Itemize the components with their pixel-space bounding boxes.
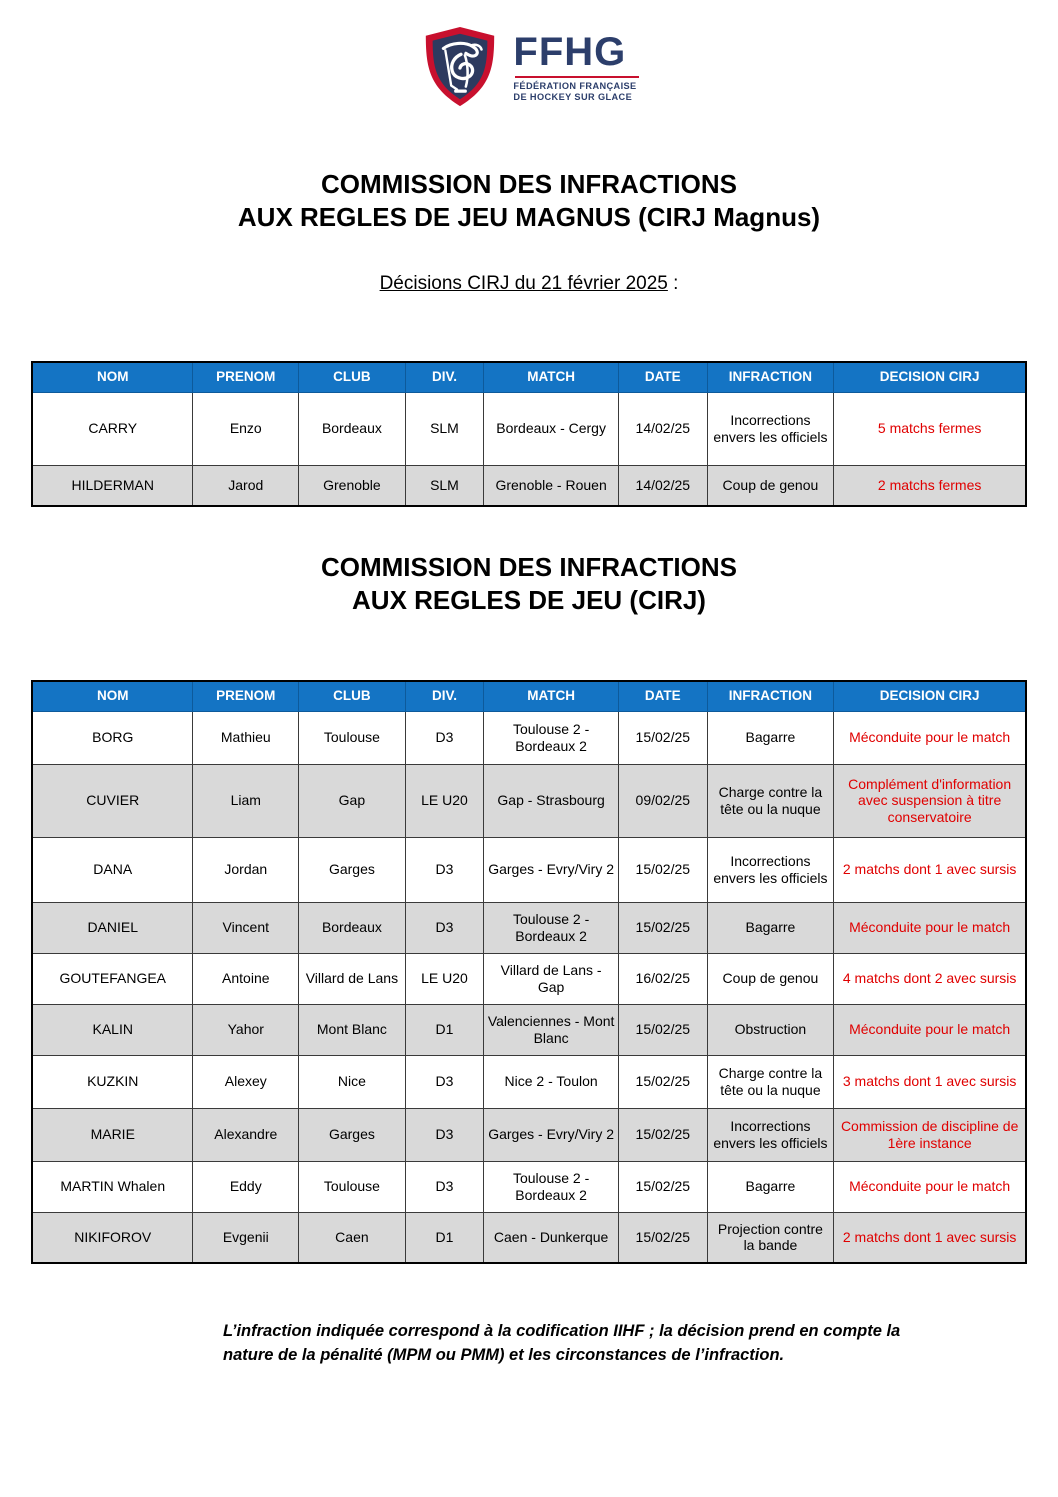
- cell-infraction: Bagarre: [707, 902, 834, 953]
- column-header-match: MATCH: [484, 362, 619, 393]
- cell-decision: 2 matchs fermes: [834, 465, 1026, 506]
- column-header-div: DIV.: [405, 681, 483, 712]
- cell-date: 15/02/25: [619, 1004, 708, 1055]
- cell-date: 14/02/25: [619, 465, 708, 506]
- cell-infraction: Projection contre la bande: [707, 1212, 834, 1263]
- cell-nom: DANA: [32, 837, 193, 902]
- column-header-club: CLUB: [299, 362, 406, 393]
- column-header-prenom: PRENOM: [193, 681, 299, 712]
- logo-subtitle-line1: FÉDÉRATION FRANÇAISE: [513, 80, 637, 91]
- cell-date: 09/02/25: [619, 764, 708, 837]
- cell-match: Caen - Dunkerque: [484, 1212, 619, 1263]
- column-header-infraction: INFRACTION: [707, 362, 834, 393]
- cell-match: Garges - Evry/Viry 2: [484, 1108, 619, 1161]
- column-header-infraction: INFRACTION: [707, 681, 834, 712]
- column-header-decision: DECISION CIRJ: [834, 681, 1026, 712]
- table-row: [32, 1055, 1026, 1108]
- section1-table-wrapper: [0, 361, 1058, 508]
- document-header: [0, 0, 1058, 120]
- cell-infraction: Coup de genou: [707, 465, 834, 506]
- cell-decision: Complément d'information avec suspension à titre conservatoire: [834, 764, 1026, 837]
- section2-table-wrapper: [0, 680, 1058, 1265]
- column-header-nom: NOM: [32, 681, 193, 712]
- cell-club: Nice: [299, 1055, 406, 1108]
- cell-nom: KUZKIN: [32, 1055, 193, 1108]
- cell-prenom: Jordan: [193, 837, 299, 902]
- cell-prenom: Alexey: [193, 1055, 299, 1108]
- cell-club: Grenoble: [299, 465, 406, 506]
- cell-match: Gap - Strasbourg: [484, 764, 619, 837]
- footnote-line1: L’infraction indiquée correspond à la codification IIHF ; la décision prend en compte la: [223, 1322, 901, 1341]
- cell-nom: HILDERMAN: [32, 465, 193, 506]
- section1-title-line2: AUX REGLES DE JEU MAGNUS (CIRJ Magnus): [237, 202, 821, 233]
- cell-prenom: Mathieu: [193, 711, 299, 764]
- cell-decision: 4 matchs dont 2 avec sursis: [834, 953, 1026, 1004]
- cell-decision: 2 matchs dont 1 avec sursis: [834, 1212, 1026, 1263]
- cell-match: Toulouse 2 - Bordeaux 2: [484, 902, 619, 953]
- cell-nom: GOUTEFANGEA: [32, 953, 193, 1004]
- cell-nom: CUVIER: [32, 764, 193, 837]
- cell-div: SLM: [405, 392, 483, 465]
- magnus-infractions-table: [31, 361, 1027, 508]
- column-header-match: MATCH: [484, 681, 619, 712]
- section1-subtitle: [0, 273, 1058, 295]
- cell-club: Bordeaux: [299, 392, 406, 465]
- cell-nom: MARTIN Whalen: [32, 1161, 193, 1212]
- cell-div: LE U20: [405, 953, 483, 1004]
- cell-date: 15/02/25: [619, 1108, 708, 1161]
- footnote: [119, 1320, 939, 1368]
- cell-club: Garges: [299, 1108, 406, 1161]
- table-header-row: [32, 362, 1026, 393]
- cell-match: Bordeaux - Cergy: [484, 392, 619, 465]
- cell-match: Toulouse 2 - Bordeaux 2: [484, 711, 619, 764]
- cell-club: Gap: [299, 764, 406, 837]
- cell-prenom: Eddy: [193, 1161, 299, 1212]
- cell-decision: 2 matchs dont 1 avec sursis: [834, 837, 1026, 902]
- cell-div: D3: [405, 711, 483, 764]
- cell-infraction: Coup de genou: [707, 953, 834, 1004]
- logo-subtitle-line2: DE HOCKEY SUR GLACE: [513, 91, 633, 102]
- cell-date: 15/02/25: [619, 902, 708, 953]
- cell-decision: 3 matchs dont 1 avec sursis: [834, 1055, 1026, 1108]
- cell-date: 14/02/25: [619, 392, 708, 465]
- section1-subtitle-colon: :: [667, 272, 679, 294]
- cell-infraction: Obstruction: [707, 1004, 834, 1055]
- section1-title: [0, 168, 1058, 235]
- column-header-nom: NOM: [32, 362, 193, 393]
- cell-div: LE U20: [405, 764, 483, 837]
- column-header-club: CLUB: [299, 681, 406, 712]
- ffhg-logo: [421, 25, 636, 109]
- cell-infraction: Incorrections envers les officiels: [707, 1108, 834, 1161]
- cell-prenom: Alexandre: [193, 1108, 299, 1161]
- cell-div: D3: [405, 1108, 483, 1161]
- cell-date: 15/02/25: [619, 1055, 708, 1108]
- cell-div: D1: [405, 1004, 483, 1055]
- cell-infraction: Charge contre la tête ou la nuque: [707, 1055, 834, 1108]
- cell-date: 15/02/25: [619, 711, 708, 764]
- cell-club: Mont Blanc: [299, 1004, 406, 1055]
- table-row: [32, 1108, 1026, 1161]
- cell-club: Bordeaux: [299, 902, 406, 953]
- table-header-row: [32, 681, 1026, 712]
- cell-club: Toulouse: [299, 711, 406, 764]
- cell-prenom: Jarod: [193, 465, 299, 506]
- cell-date: 15/02/25: [619, 1161, 708, 1212]
- table-row: [32, 1212, 1026, 1263]
- cell-decision: Méconduite pour le match: [834, 902, 1026, 953]
- table-row: [32, 953, 1026, 1004]
- cell-club: Toulouse: [299, 1161, 406, 1212]
- cell-club: Caen: [299, 1212, 406, 1263]
- cell-match: Toulouse 2 - Bordeaux 2: [484, 1161, 619, 1212]
- table-row: [32, 1004, 1026, 1055]
- cell-date: 15/02/25: [619, 1212, 708, 1263]
- cell-infraction: Incorrections envers les officiels: [707, 392, 834, 465]
- cell-nom: CARRY: [32, 392, 193, 465]
- cirj-infractions-table: [31, 680, 1027, 1265]
- cell-date: 16/02/25: [619, 953, 708, 1004]
- table-row: [32, 1161, 1026, 1212]
- cell-infraction: Charge contre la tête ou la nuque: [707, 764, 834, 837]
- cell-club: Villard de Lans: [299, 953, 406, 1004]
- table-row: [32, 764, 1026, 837]
- cell-infraction: Incorrections envers les officiels: [707, 837, 834, 902]
- footnote-line2: nature de la pénalité (MPM ou PMM) et les circonstances de l’infraction.: [223, 1345, 785, 1364]
- table-row: [32, 837, 1026, 902]
- cell-decision: Méconduite pour le match: [834, 1161, 1026, 1212]
- cell-prenom: Antoine: [193, 953, 299, 1004]
- table-row: [32, 711, 1026, 764]
- cell-infraction: Bagarre: [707, 1161, 834, 1212]
- logo-divider: [515, 76, 638, 78]
- column-header-date: DATE: [619, 362, 708, 393]
- section2-title-line1: COMMISSION DES INFRACTIONS: [320, 552, 737, 583]
- table-row: [32, 465, 1026, 506]
- cell-prenom: Vincent: [193, 902, 299, 953]
- cell-decision: Méconduite pour le match: [834, 711, 1026, 764]
- cell-prenom: Yahor: [193, 1004, 299, 1055]
- cell-nom: BORG: [32, 711, 193, 764]
- cell-match: Nice 2 - Toulon: [484, 1055, 619, 1108]
- cell-club: Garges: [299, 837, 406, 902]
- logo-wordmark: [513, 29, 637, 103]
- cell-nom: KALIN: [32, 1004, 193, 1055]
- shield-icon: [421, 25, 499, 109]
- table-row: [32, 902, 1026, 953]
- cell-div: D3: [405, 1161, 483, 1212]
- column-header-decision: DECISION CIRJ: [834, 362, 1026, 393]
- cell-decision: Méconduite pour le match: [834, 1004, 1026, 1055]
- logo-acronym: FFHG: [513, 29, 627, 74]
- column-header-date: DATE: [619, 681, 708, 712]
- cell-div: D3: [405, 902, 483, 953]
- cell-infraction: Bagarre: [707, 711, 834, 764]
- column-header-div: DIV.: [405, 362, 483, 393]
- cell-prenom: Liam: [193, 764, 299, 837]
- cell-match: Grenoble - Rouen: [484, 465, 619, 506]
- table-row: [32, 392, 1026, 465]
- cell-div: D3: [405, 1055, 483, 1108]
- cell-match: Valenciennes - Mont Blanc: [484, 1004, 619, 1055]
- cell-nom: MARIE: [32, 1108, 193, 1161]
- cell-div: D3: [405, 837, 483, 902]
- section1-title-line1: COMMISSION DES INFRACTIONS: [320, 169, 737, 199]
- cell-match: Garges - Evry/Viry 2: [484, 837, 619, 902]
- section2-title: [0, 551, 1058, 618]
- cell-nom: NIKIFOROV: [32, 1212, 193, 1263]
- column-header-prenom: PRENOM: [193, 362, 299, 393]
- cell-date: 15/02/25: [619, 837, 708, 902]
- cell-div: SLM: [405, 465, 483, 506]
- cell-div: D1: [405, 1212, 483, 1263]
- cell-match: Villard de Lans - Gap: [484, 953, 619, 1004]
- cell-prenom: Enzo: [193, 392, 299, 465]
- cell-decision: Commission de discipline de 1ère instance: [834, 1108, 1026, 1161]
- section1-subtitle-text: Décisions CIRJ du 21 février 2025: [379, 272, 668, 294]
- cell-decision: 5 matchs fermes: [834, 392, 1026, 465]
- cell-prenom: Evgenii: [193, 1212, 299, 1263]
- cell-nom: DANIEL: [32, 902, 193, 953]
- section2-title-line2: AUX REGLES DE JEU (CIRJ): [352, 585, 706, 616]
